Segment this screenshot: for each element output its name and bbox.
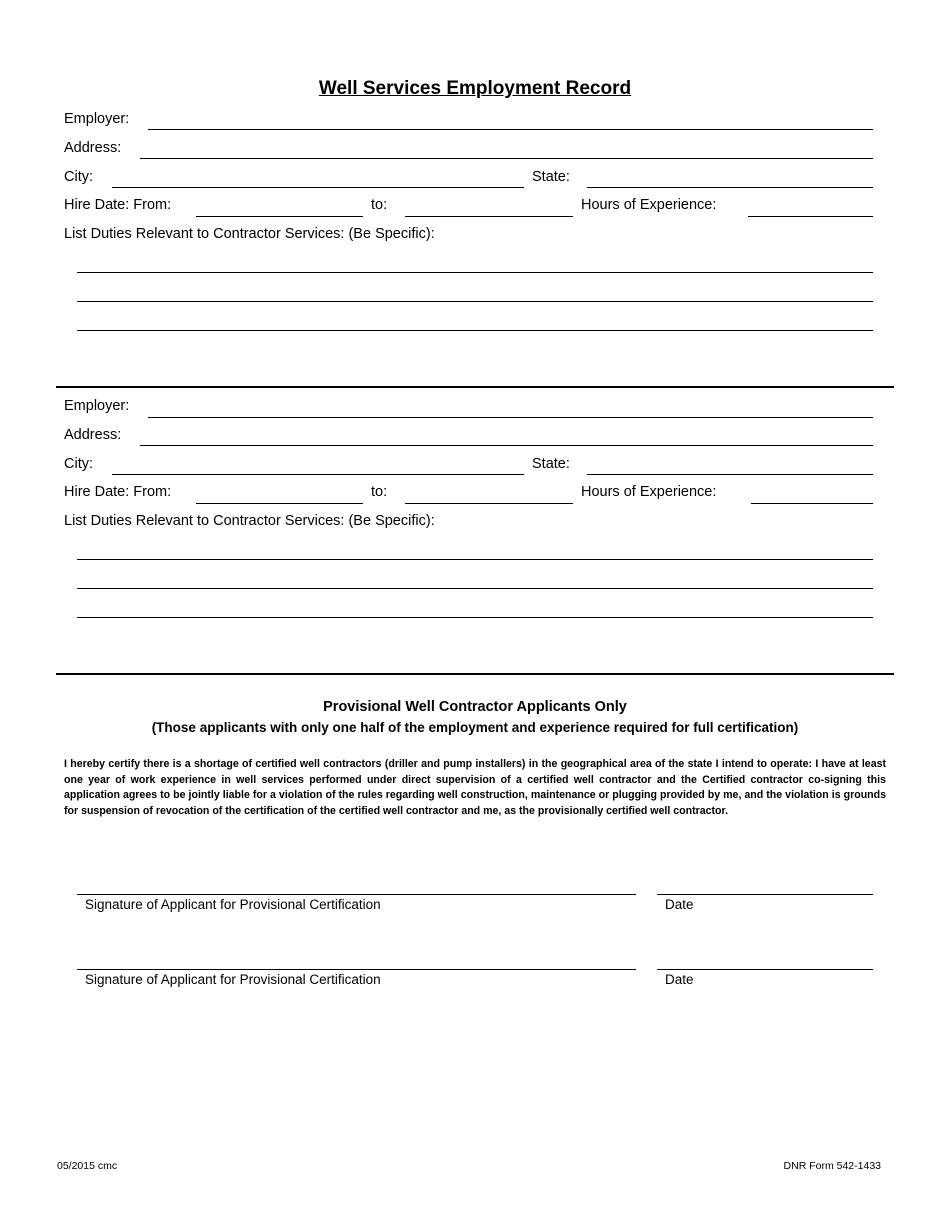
hire-date-from-label: Hire Date: From: (64, 197, 172, 213)
hire-date-from-label: Hire Date: From: (64, 484, 172, 500)
provisional-heading: Provisional Well Contractor Applicants Only (323, 699, 627, 715)
signature-label: Signature of Applicant for Provisional Certification (85, 897, 381, 912)
section-divider (56, 386, 894, 388)
provisional-subheading: (Those applicants with only one half of the employment and experience required for full certification) (151, 720, 799, 735)
hire-date-to-field[interactable] (405, 503, 573, 504)
hours-field[interactable] (751, 503, 873, 504)
date-line[interactable] (657, 894, 873, 895)
duties-line-3[interactable] (77, 330, 873, 331)
state-field[interactable] (587, 187, 873, 188)
state-field[interactable] (587, 474, 873, 475)
certification-statement: I hereby certify there is a shortage of certified well contractors (driller and pump installers) in the geographical area of the state I intend to operate: I have at least one year of work experience in well services performed under direct supervision of a certified well contractor and the Certified contractor co-signing this application agrees to be jointly liable for a violation of the rules regarding well construction, maintenance or plugging provided by me, and the violation is grounds for suspension of revocation of the certification of the certified well contractor and me, as the provisionally certified well contractor. (64, 758, 886, 817)
footer-form-number: DNR Form 542-1433 (783, 1160, 881, 1172)
address-field[interactable] (140, 445, 873, 446)
footer-revision: 05/2015 cmc (57, 1160, 118, 1172)
hours-field[interactable] (748, 216, 873, 217)
duties-label: List Duties Relevant to Contractor Services: (Be Specific): (64, 226, 435, 242)
hire-date-to-label: to: (371, 484, 388, 500)
address-label: Address: (64, 427, 122, 443)
city-label: City: (64, 169, 93, 185)
duties-line-2[interactable] (77, 301, 873, 302)
state-label: State: (532, 456, 570, 472)
signature-line[interactable] (77, 969, 636, 970)
employer-field[interactable] (148, 417, 873, 418)
signature-label: Signature of Applicant for Provisional Certification (85, 972, 381, 987)
hire-date-from-field[interactable] (196, 503, 363, 504)
duties-line-2[interactable] (77, 588, 873, 589)
duties-label: List Duties Relevant to Contractor Services: (Be Specific): (64, 513, 435, 529)
hours-label: Hours of Experience: (581, 484, 717, 500)
employer-label: Employer: (64, 111, 130, 127)
duties-line-1[interactable] (77, 559, 873, 560)
hours-label: Hours of Experience: (581, 197, 717, 213)
hire-date-to-field[interactable] (405, 216, 573, 217)
signature-line[interactable] (77, 894, 636, 895)
date-line[interactable] (657, 969, 873, 970)
city-field[interactable] (112, 187, 524, 188)
section-divider (56, 673, 894, 675)
address-label: Address: (64, 140, 122, 156)
address-field[interactable] (140, 158, 873, 159)
date-label: Date (665, 972, 694, 987)
employer-label: Employer: (64, 398, 130, 414)
form-title: Well Services Employment Record (318, 78, 632, 99)
duties-line-1[interactable] (77, 272, 873, 273)
employer-field[interactable] (148, 129, 873, 130)
hire-date-to-label: to: (371, 197, 388, 213)
duties-line-3[interactable] (77, 617, 873, 618)
city-field[interactable] (112, 474, 524, 475)
hire-date-from-field[interactable] (196, 216, 363, 217)
city-label: City: (64, 456, 93, 472)
state-label: State: (532, 169, 570, 185)
date-label: Date (665, 897, 694, 912)
